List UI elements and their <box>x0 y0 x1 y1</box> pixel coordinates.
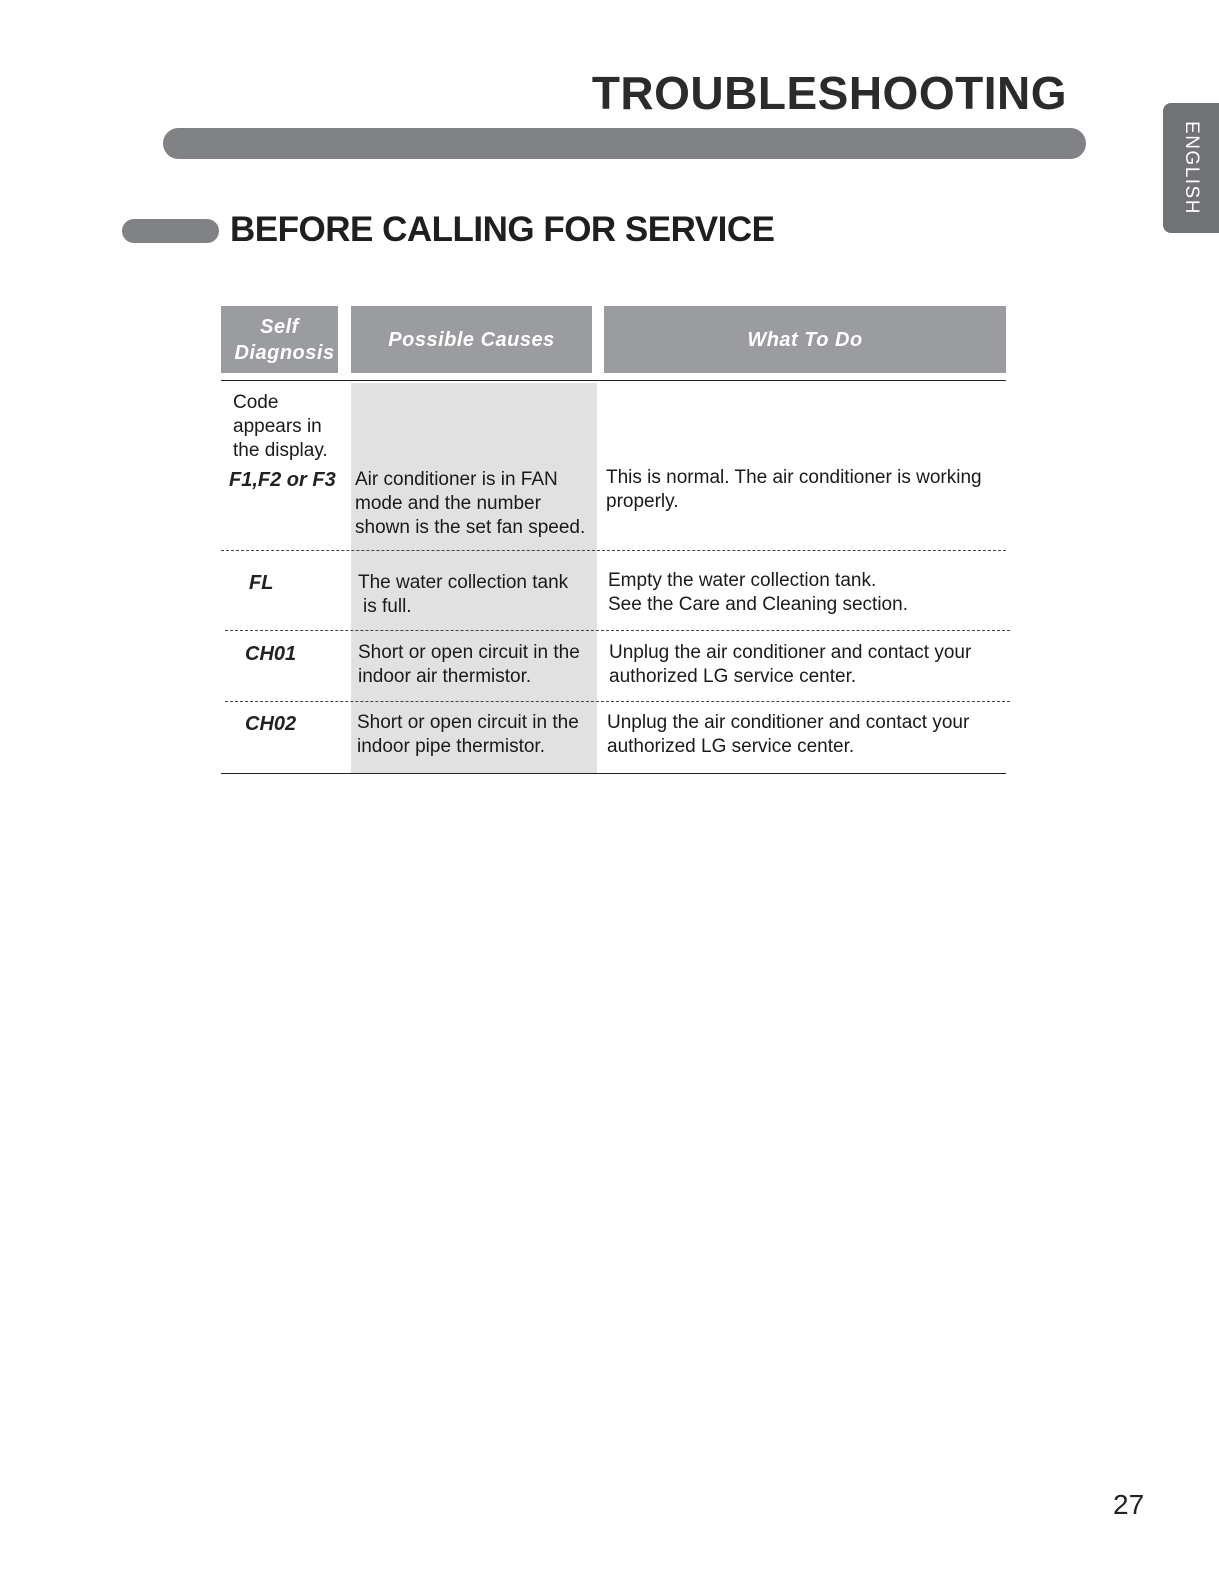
action-line: properly. <box>606 491 679 512</box>
cause-line: Air conditioner is in FAN <box>355 469 558 490</box>
display-note <box>233 391 348 463</box>
action-text <box>609 641 1009 689</box>
title-underline-bar <box>163 128 1086 159</box>
action-text <box>606 466 1011 514</box>
cause-text <box>358 571 593 619</box>
cause-line: indoor pipe thermistor. <box>357 736 545 757</box>
display-note-line: appears in <box>233 416 322 437</box>
header-possible-causes <box>351 306 592 373</box>
display-note-line: Code <box>233 392 279 413</box>
cause-line: Short or open circuit in the <box>357 712 579 733</box>
action-line: Empty the water collection tank. <box>608 570 877 591</box>
action-line: authorized LG service center. <box>607 736 855 757</box>
header-self-diagnosis <box>221 306 338 373</box>
display-note-line: the display. <box>233 440 328 461</box>
language-tab <box>1163 103 1219 233</box>
action-line: Unplug the air conditioner and contact your <box>607 712 970 733</box>
header-what-to-do-label: What To Do <box>747 328 863 351</box>
header-possible-causes-label: Possible Causes <box>388 328 555 351</box>
cause-text <box>355 468 600 540</box>
action-line: Unplug the air conditioner and contact your <box>609 642 972 663</box>
cause-text <box>357 711 595 759</box>
header-self-diagnosis-label: Self Diagnosis <box>234 315 335 364</box>
action-text <box>607 711 1007 759</box>
cause-text <box>358 641 596 689</box>
cause-line: Short or open circuit in the <box>358 642 580 663</box>
row-divider <box>225 630 1010 631</box>
cause-line: The water collection tank <box>358 572 569 593</box>
language-tab-label: ENGLISH <box>1181 121 1202 215</box>
table-top-rule <box>221 380 1006 381</box>
cause-line: shown is the set fan speed. <box>355 517 586 538</box>
action-line: This is normal. The air conditioner is working <box>606 467 982 488</box>
error-code: CH01 <box>245 643 297 665</box>
section-heading: BEFORE CALLING FOR SERVICE <box>230 210 775 249</box>
error-code: FL <box>249 572 274 594</box>
section-bullet-pill <box>122 219 219 243</box>
cause-line: is full. <box>363 596 412 617</box>
row-divider <box>221 550 1006 551</box>
action-text <box>608 569 1008 617</box>
table-bottom-rule <box>221 773 1006 774</box>
page-number: 27 <box>1113 1489 1145 1520</box>
page-title: TROUBLESHOOTING <box>591 67 1067 119</box>
row-divider <box>225 701 1010 702</box>
error-code: CH02 <box>245 713 297 735</box>
action-line: authorized LG service center. <box>609 666 857 687</box>
error-code: F1,F2 or F3 <box>229 469 336 491</box>
cause-line: mode and the number <box>355 493 541 514</box>
action-line: See the Care and Cleaning section. <box>608 594 908 615</box>
header-what-to-do <box>604 306 1006 373</box>
cause-line: indoor air thermistor. <box>358 666 532 687</box>
